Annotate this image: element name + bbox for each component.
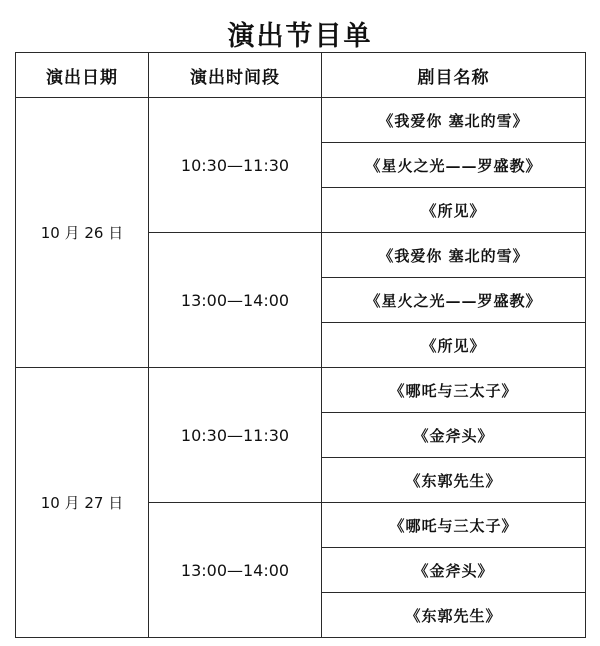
program-cell: 《金斧头》 [322,548,586,593]
header-program: 剧目名称 [322,53,586,98]
header-time: 演出时间段 [149,53,322,98]
program-cell: 《星火之光——罗盛教》 [322,143,586,188]
program-cell: 《东郭先生》 [322,458,586,503]
time-cell: 13:00—14:00 [149,233,322,368]
time-cell: 13:00—14:00 [149,503,322,638]
header-row [16,53,586,98]
program-cell: 《我爱你 塞北的雪》 [322,98,586,143]
schedule-table [15,52,586,638]
table-row [16,368,586,413]
time-cell: 10:30—11:30 [149,368,322,503]
page-title: 演出节目单 [227,21,373,52]
date-cell: 10 月 27 日 [16,368,149,638]
program-cell: 《东郭先生》 [322,593,586,638]
program-cell: 《所见》 [322,323,586,368]
time-cell: 10:30—11:30 [149,98,322,233]
date-cell: 10 月 26 日 [16,98,149,368]
header-date: 演出日期 [16,53,149,98]
program-cell: 《星火之光——罗盛教》 [322,278,586,323]
program-cell: 《哪吒与三太子》 [322,503,586,548]
program-cell: 《我爱你 塞北的雪》 [322,233,586,278]
program-cell: 《金斧头》 [322,413,586,458]
table-row [16,98,586,143]
program-cell: 《所见》 [322,188,586,233]
program-cell: 《哪吒与三太子》 [322,368,586,413]
